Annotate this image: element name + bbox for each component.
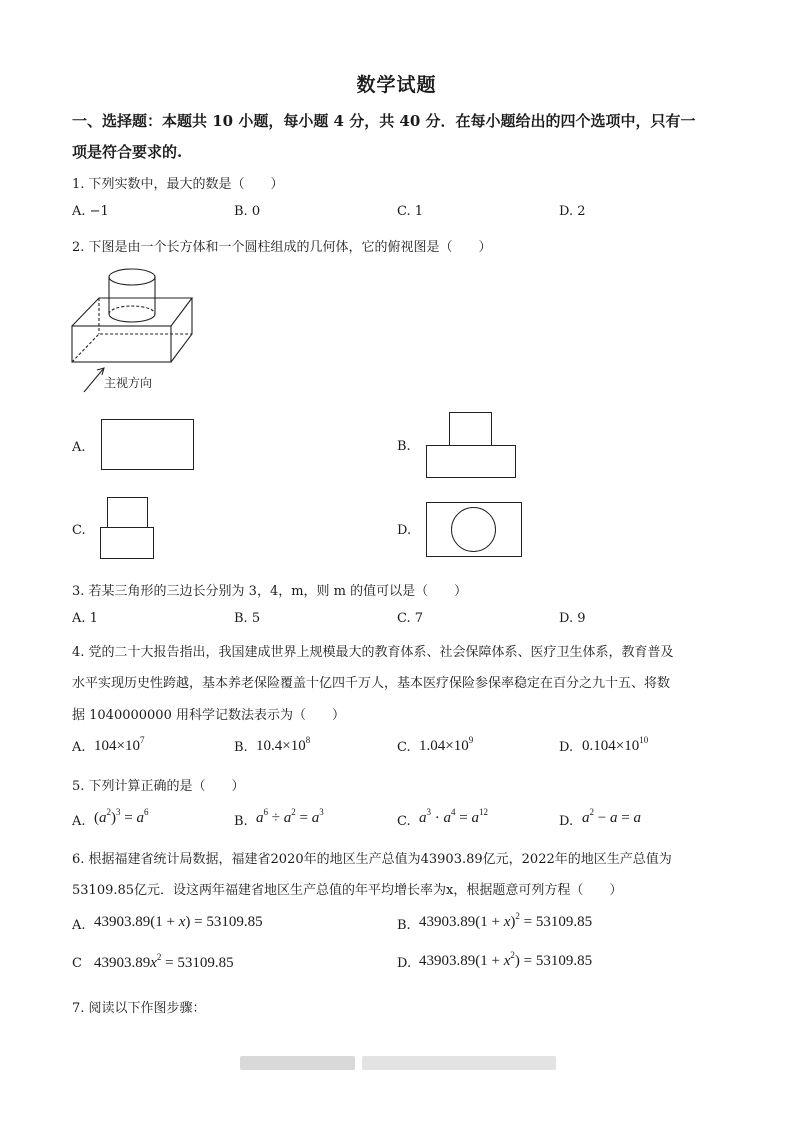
- q2-option-a-figure: [101, 419, 194, 470]
- q2-option-d-label: D.: [397, 523, 412, 538]
- q1-stem: 1. 下列实数中，最大的数是（ ）: [72, 177, 284, 192]
- footer-watermark-left: [240, 1056, 355, 1070]
- q3-option-d: D. 9: [559, 611, 586, 626]
- q3-option-a: A. 1: [72, 611, 98, 626]
- q5-option-c-label: C.: [397, 814, 411, 829]
- q5-option-a-label: A.: [72, 814, 86, 829]
- q6-option-a-expr: 43903.89(1 + x) = 53109.85: [94, 914, 263, 930]
- q3-stem: 3. 若某三角形的三边长分别为 3，4，m，则 m 的值可以是（ ）: [72, 584, 468, 599]
- q1-option-d: D. 2: [559, 204, 586, 219]
- q7-stem: 7. 阅读以下作图步骤：: [72, 1001, 206, 1016]
- q5-option-a-expr: $(a^2)^3 = a^6$: [94, 807, 149, 826]
- page-title: 数学试题: [356, 74, 437, 96]
- q4-option-c-label: C.: [397, 740, 411, 755]
- q2-option-c-bottom-rect: [100, 527, 154, 559]
- q2-stem: 2. 下图是由一个长方体和一个圆柱组成的几何体，它的俯视图是（ ）: [72, 240, 492, 255]
- q5-option-d-expr: $a^2 - a = a$: [582, 807, 641, 826]
- q6-stem-line1: 6. 根据福建省统计局数据，福建省2020年的地区生产总值为43903.89亿元，2022年的地区生产总值为: [72, 852, 672, 867]
- section-heading-line2: 项是符合要求的.: [72, 143, 183, 161]
- q6-option-c-expr: $43903.89x^2 = 53109.85$: [94, 952, 234, 971]
- q6-option-b-label: B.: [397, 918, 411, 933]
- q4-option-a-expr: $104\times 10^7$: [94, 735, 145, 754]
- q2-option-d-circle: [451, 507, 496, 552]
- q4-stem-line2: 水平实现历史性跨越，基本养老保险覆盖十亿四千万人，基本医疗保险参保率稳定在百分之九十五、将数: [72, 676, 671, 691]
- q4-option-d-label: D.: [559, 740, 574, 755]
- q1-option-a: A. −1: [72, 204, 109, 219]
- q3-option-b: B. 5: [234, 611, 261, 626]
- q4-option-c-expr: $1.04\times 10^9$: [419, 735, 474, 754]
- q6-stem-line2: 53109.85亿元．设这两年福建省地区生产总值的年平均增长率为x，根据题意可列方程（ ）: [72, 883, 623, 898]
- q6-option-b-expr: $43903.89(1 + x)^2 = 53109.85$: [419, 911, 593, 930]
- q5-option-d-label: D.: [559, 814, 574, 829]
- q4-option-b-label: B.: [234, 740, 248, 755]
- q2-option-c-label: C.: [72, 523, 86, 538]
- q5-stem: 5. 下列计算正确的是（ ）: [72, 779, 245, 794]
- q6-option-d-expr: $43903.89(1 + x^2) = 53109.85$: [419, 950, 593, 969]
- q2-option-b-label: B.: [397, 439, 411, 454]
- q4-option-d-expr: $0.104\times 10^{10}$: [582, 735, 649, 754]
- q6-option-a-label: A.: [72, 918, 86, 933]
- q2-option-c-top-rect: [107, 497, 148, 528]
- q2-option-b-bottom-rect: [426, 445, 516, 478]
- q4-option-a-label: A.: [72, 740, 86, 755]
- q1-option-c: C. 1: [397, 204, 424, 219]
- q1-option-b: B. 0: [234, 204, 261, 219]
- q4-option-b-expr: $10.4\times 10^8$: [256, 735, 311, 754]
- q5-option-c-expr: $a^3 \cdot a^4 = a^{12}$: [419, 807, 488, 826]
- view-direction-label: 主视方向: [104, 376, 153, 390]
- q5-option-b-expr: $a^6 \div a^2 = a^3$: [256, 807, 324, 826]
- section-heading-line1: 一、选择题：本题共 10 小题，每小题 4 分，共 40 分．在每小题给出的四个选项中，只有一: [72, 112, 696, 130]
- footer-watermark-right: [362, 1056, 556, 1070]
- q2-option-a-label: A.: [72, 440, 86, 455]
- q6-option-c-label: C: [72, 956, 82, 971]
- q5-option-b-label: B.: [234, 814, 248, 829]
- q6-option-d-label: D.: [397, 956, 412, 971]
- q3-option-c: C. 7: [397, 611, 424, 626]
- q4-stem-line3: 据 1040000000 用科学记数法表示为（ ）: [72, 708, 345, 723]
- q2-option-b-top-rect: [449, 412, 492, 446]
- q4-stem-line1: 4. 党的二十大报告指出，我国建成世界上规模最大的教育体系、社会保障体系、医疗卫生体系，教育普及: [72, 645, 674, 660]
